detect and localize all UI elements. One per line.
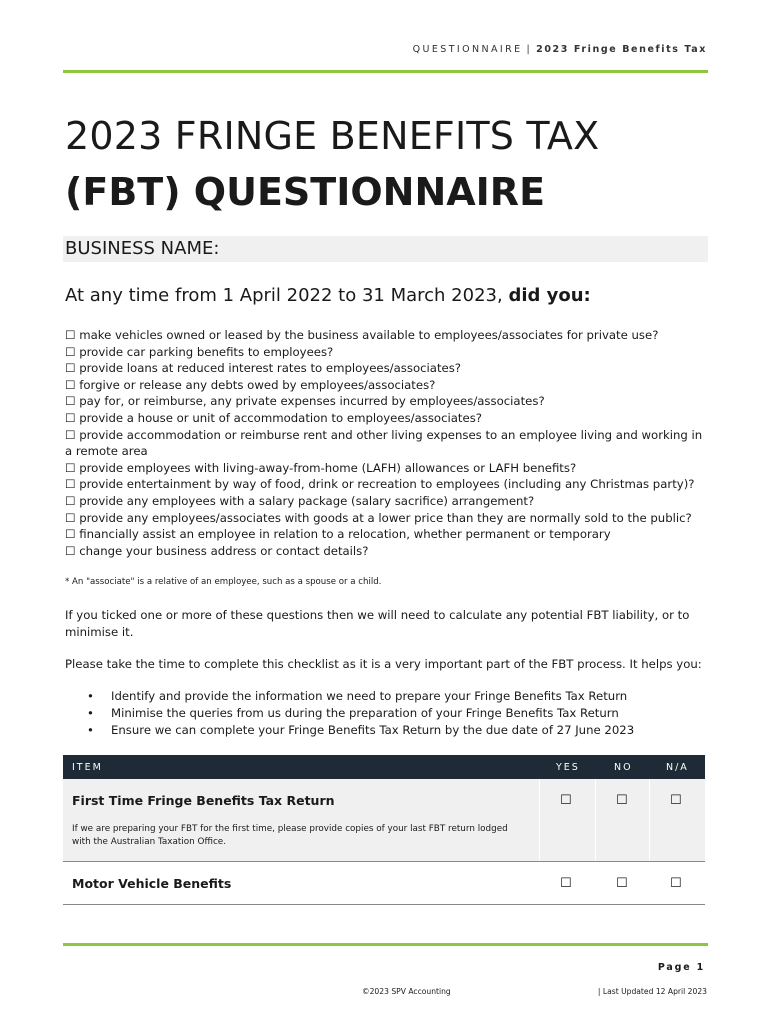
header-label: QUESTIONNAIRE <box>412 44 523 55</box>
row-title: First Time Fringe Benefits Tax Return <box>72 793 335 808</box>
header-title: 2023 Fringe Benefits Tax <box>536 44 707 55</box>
intro-text: At any time from 1 April 2022 to 31 March 2023, <box>65 285 503 306</box>
na-checkbox-icon[interactable]: ☐ <box>670 793 682 808</box>
yes-checkbox-icon[interactable]: ☐ <box>560 876 572 891</box>
copyright-text: ©2023 SPV Accounting <box>362 987 451 996</box>
checkbox-icon[interactable]: ☐ <box>65 493 76 508</box>
bullet-icon: • <box>87 723 94 737</box>
checkbox-icon[interactable]: ☐ <box>65 410 76 425</box>
checklist-item[interactable]: ☐ pay for, or reimburse, any private expenses incurred by employees/associates? <box>65 394 545 409</box>
page-title-line2: (FBT) QUESTIONNAIRE <box>65 170 546 214</box>
bullet-icon: • <box>87 689 94 703</box>
checkbox-icon[interactable]: ☐ <box>65 344 76 359</box>
checklist-item[interactable]: ☐ provide loans at reduced interest rates to employees/associates? <box>65 361 462 376</box>
associate-footnote: * An "associate" is a relative of an employee, such as a spouse or a child. <box>65 577 382 587</box>
table-row <box>63 779 705 862</box>
page-number: Page 1 <box>657 962 705 973</box>
page-title-line1: 2023 FRINGE BENEFITS TAX <box>65 114 600 158</box>
checklist-item[interactable]: ☐ make vehicles owned or leased by the business available to employees/associates for private use? <box>65 328 659 342</box>
checkbox-icon[interactable]: ☐ <box>65 510 76 525</box>
table-header <box>63 755 705 779</box>
liability-paragraph: If you ticked one or more of these questions then we will need to calculate any potential FBT liability, or to minimise it. <box>65 608 690 639</box>
checklist-item[interactable]: ☐ financially assist an employee in relation to a relocation, whether permanent or temporary <box>65 527 611 542</box>
column-divider <box>539 779 540 861</box>
checklist-paragraph: Please take the time to complete this checklist as it is a very important part of the FBT process. It helps you: <box>65 657 702 671</box>
header-no: NO <box>614 762 633 773</box>
yes-checkbox-icon[interactable]: ☐ <box>560 793 572 808</box>
header-yes: YES <box>556 762 580 773</box>
benefits-checklist <box>65 327 713 559</box>
no-checkbox-icon[interactable]: ☐ <box>616 793 628 808</box>
bullet-item: • Ensure we can complete your Fringe Benefits Tax Return by the due date of 27 June 2023 <box>87 723 635 737</box>
checkbox-icon[interactable]: ☐ <box>65 543 76 558</box>
checkbox-icon[interactable]: ☐ <box>65 477 76 492</box>
header-separator: | <box>526 44 533 55</box>
benefits-bullet-list <box>87 688 634 739</box>
header-rule <box>63 70 708 73</box>
checklist-item[interactable]: ☐ provide entertainment by way of food, drink or recreation to employees (including any Christmas party)? <box>65 477 695 492</box>
checklist-item[interactable]: ☐ provide a house or unit of accommodation to employees/associates? <box>65 410 482 425</box>
checkbox-icon[interactable]: ☐ <box>65 361 76 376</box>
checklist-item[interactable]: ☐ provide accommodation or reimburse rent and other living expenses to an employee living and working in a remote area <box>65 427 703 459</box>
no-checkbox-icon[interactable]: ☐ <box>616 876 628 891</box>
footer-rule <box>63 943 708 946</box>
row-title: Motor Vehicle Benefits <box>72 876 232 891</box>
running-header <box>413 44 707 55</box>
intro-question <box>65 285 591 306</box>
row-description: If we are preparing your FBT for the first time, please provide copies of your last FBT return lodged with the Australian Taxation Office. <box>72 824 508 847</box>
intro-bold: did you: <box>508 285 591 306</box>
checkbox-icon[interactable]: ☐ <box>65 527 76 542</box>
bullet-icon: • <box>87 706 94 720</box>
bullet-item: • Minimise the queries from us during the preparation of your Fringe Benefits Tax Return <box>87 706 619 720</box>
checkbox-icon[interactable]: ☐ <box>65 377 76 392</box>
column-divider <box>595 779 596 861</box>
checklist-item[interactable]: ☐ provide any employees with a salary package (salary sacrifice) arrangement? <box>65 493 535 508</box>
fbt-items-table <box>63 755 705 905</box>
header-item: ITEM <box>72 762 103 773</box>
checkbox-icon[interactable]: ☐ <box>65 460 76 475</box>
checklist-item[interactable]: ☐ provide any employees/associates with goods at a lower price than they are normally sold to the public? <box>65 510 692 525</box>
checklist-item[interactable]: ☐ forgive or release any debts owed by employees/associates? <box>65 377 436 392</box>
column-divider <box>649 779 650 861</box>
last-updated-text: | Last Updated 12 April 2023 <box>597 987 707 996</box>
business-name-label: BUSINESS NAME: <box>65 238 220 259</box>
checkbox-icon[interactable]: ☐ <box>65 427 76 442</box>
checklist-item[interactable]: ☐ change your business address or contact details? <box>65 543 369 558</box>
header-na: N/A <box>666 762 689 773</box>
checkbox-icon[interactable]: ☐ <box>65 394 76 409</box>
checklist-item[interactable]: ☐ provide car parking benefits to employees? <box>65 344 334 359</box>
na-checkbox-icon[interactable]: ☐ <box>670 876 682 891</box>
table-row <box>63 862 705 905</box>
checklist-item[interactable]: ☐ provide employees with living-away-from-home (LAFH) allowances or LAFH benefits? <box>65 460 577 475</box>
business-name-field[interactable] <box>63 236 708 262</box>
checkbox-icon[interactable]: ☐ <box>65 328 76 342</box>
bullet-item: • Identify and provide the information we need to prepare your Fringe Benefits Tax Return <box>87 689 628 703</box>
